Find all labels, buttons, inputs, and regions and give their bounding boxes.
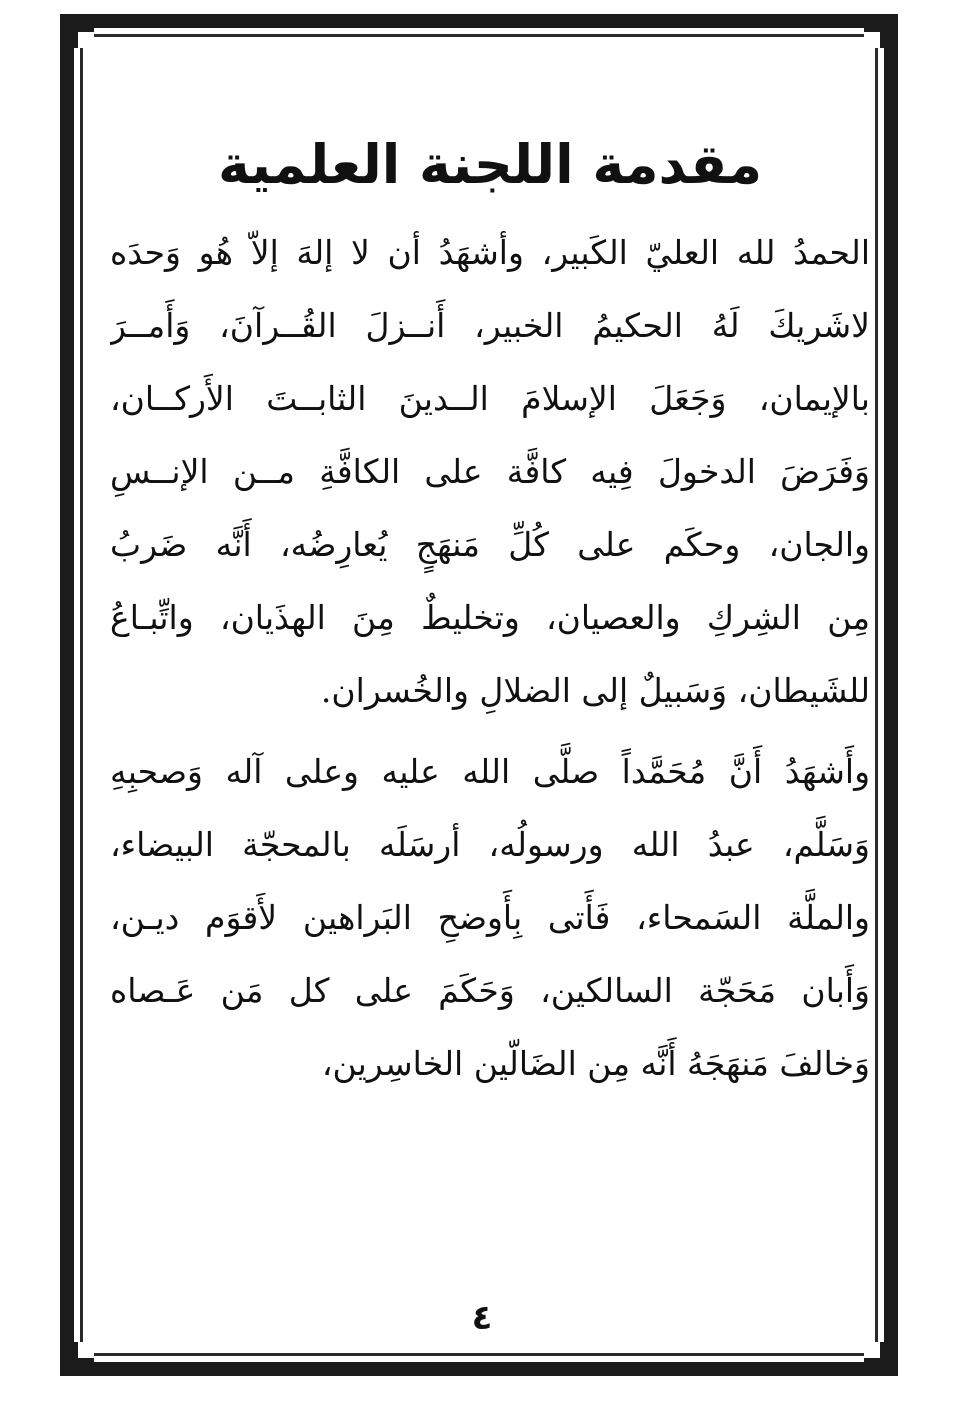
text-line: مِن الشِركِ والعصيان، وتخليطٌ مِنَ الهذَيان، واتِّبـاعُ [110, 598, 870, 637]
text-line: وَخالفَ مَنهَجَهُ أَنَّه مِن الضَالّين الخاسِرين، [321, 1044, 870, 1083]
frame-corner-top-left [60, 14, 94, 48]
text-line: والملَّة السَمحاء، فَأَتى بِأَوضحِ البَراهين لأَقوَم ديـن، [110, 898, 870, 937]
text-line: بالإيمان، وَجَعَلَ الإسلامَ الــدينَ الثابــتَ الأَركــان، [110, 379, 870, 418]
frame-corner-bottom-right [864, 1342, 898, 1376]
text-line: وَفَرَضَ الدخولَ فِيه كافَّة على الكافَّةِ مــن الإنــسِ [110, 452, 870, 491]
page-number: ٤ [471, 1298, 493, 1338]
page-title: مقدمة اللجنة العلمية [217, 133, 763, 196]
text-line: الحمدُ لله العليّ الكَبير، وأشهَدُ أن لا إلهَ إلاّ هُو وَحدَه [110, 233, 870, 272]
text-line: وأَشهَدُ أَنَّ مُحَمَّداً صلَّى الله عليه وعلى آله وَصحبِهِ [110, 752, 870, 791]
paragraph-gap [110, 727, 870, 735]
text-line: وَأَبان مَحَجّة السالكين، وَحَكَمَ على كل مَن عَـصاه [110, 971, 870, 1010]
frame-corner-bottom-left [60, 1342, 94, 1376]
text-line: والجان، وحكَم على كُلِّ مَنهَجٍ يُعارِضُه، أَنَّه ضَربُ [110, 525, 870, 564]
frame-corner-top-right [864, 14, 898, 48]
text-line: وَسَلَّم، عبدُ الله ورسولُه، أرسَلَه بالمحجّة البيضاء، [110, 825, 870, 864]
page-content [110, 120, 870, 1100]
paragraph-intro [110, 216, 870, 727]
text-line: للشَيطان، وَسَبيلٌ إلى الضلالِ والخُسران. [320, 671, 870, 710]
paragraph-shahada [110, 735, 870, 1100]
text-line: لاشَريكَ لَهُ الحكيمُ الخبير، أَنــزلَ القُــرآنَ، وَأَمــرَ [110, 306, 870, 345]
